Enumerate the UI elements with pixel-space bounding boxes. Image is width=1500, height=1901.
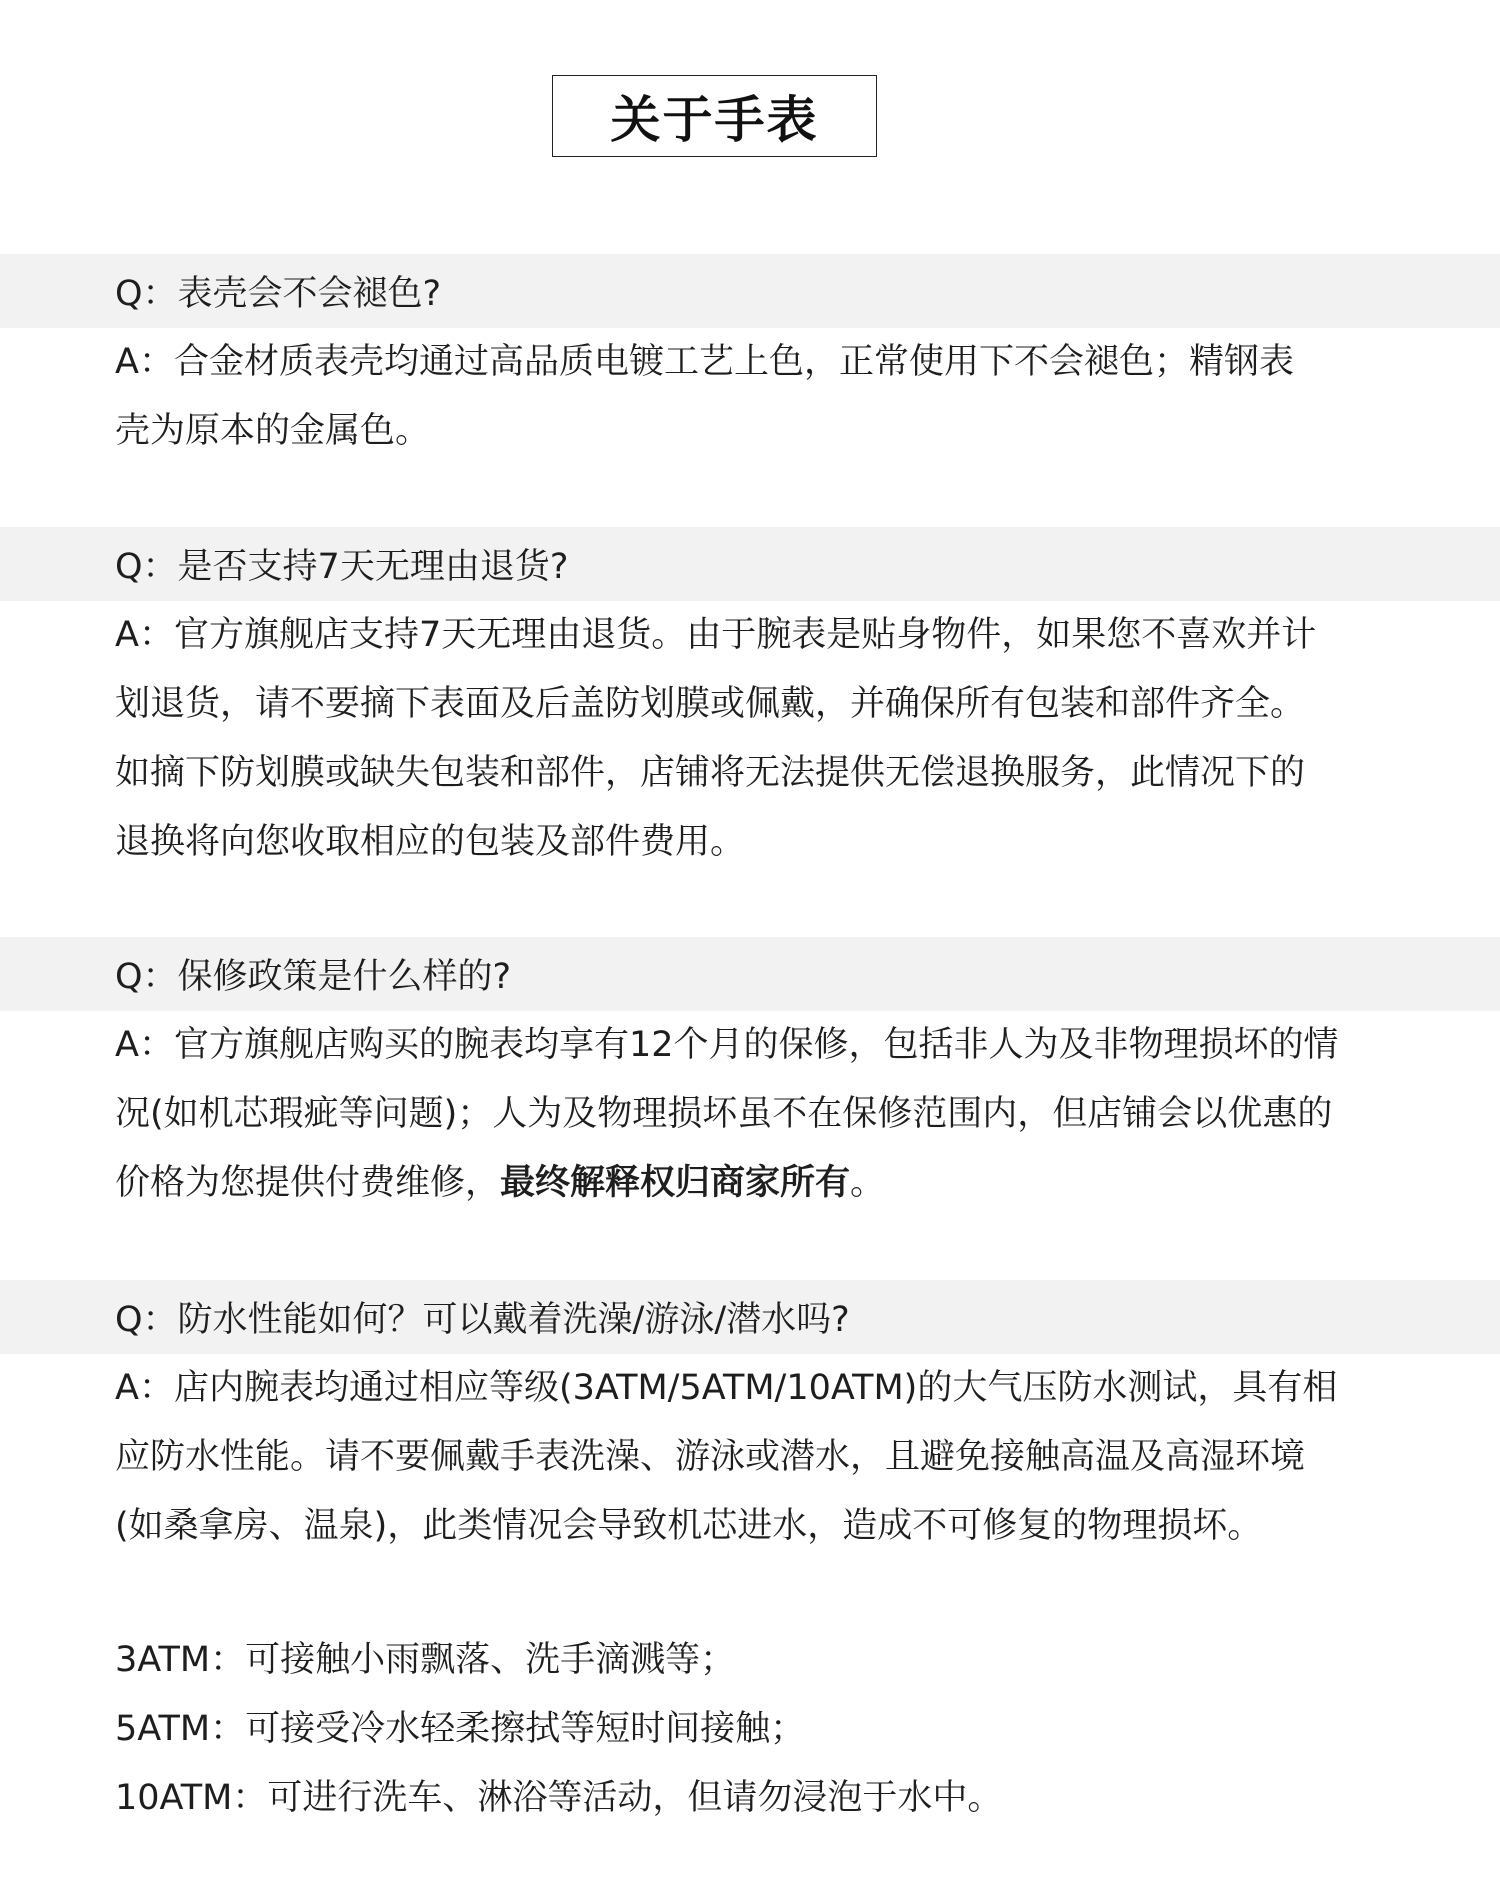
answer-line: 况(如机芯瑕疵等问题)；人为及物理损坏虽不在保修范围内，但店铺会以优惠的: [115, 1094, 1333, 1134]
answer-line: 应防水性能。请不要佩戴手表洗澡、游泳或潜水，且避免接触高温及高湿环境: [115, 1437, 1306, 1477]
faq-question: Q：防水性能如何？可以戴着洗澡/游泳/潜水吗?: [0, 1280, 1500, 1354]
answer-line: [115, 1149, 1420, 1218]
faq-question: Q：是否支持7天无理由退货?: [0, 527, 1500, 601]
answer-text: 价格为您提供付费维修，: [115, 1163, 501, 1203]
answer-line: 划退货，请不要摘下表面及后盖防划膜或佩戴，并确保所有包装和部件齐全。: [115, 684, 1306, 724]
answer-line: 壳为原本的金属色。: [115, 411, 431, 451]
level-5atm: 5ATM：可接受冷水轻柔擦拭等短时间接触；: [115, 1709, 806, 1749]
level-10atm: 10ATM：可进行洗车、淋浴等活动，但请勿浸泡于水中。: [115, 1778, 1003, 1818]
level-3atm: 3ATM：可接触小雨飘落、洗手滴溅等；: [115, 1640, 736, 1680]
faq-item-3: [0, 937, 1500, 1218]
answer-line: A：官方旗舰店支持7天无理由退货。由于腕表是贴身物件，如果您不喜欢并计: [115, 615, 1317, 655]
faq-question: Q：保修政策是什么样的?: [0, 937, 1500, 1011]
answer-line: A：店内腕表均通过相应等级(3ATM/5ATM/10ATM)的大气压防水测试，具有相: [115, 1368, 1338, 1408]
page-title: 关于手表: [552, 75, 877, 157]
water-resistance-levels: [115, 1626, 1002, 1833]
answer-text: 。: [850, 1163, 886, 1203]
faq-answer: [0, 601, 1500, 877]
faq-question: Q：表壳会不会褪色?: [0, 254, 1500, 328]
disclaimer-text: 最终解释权归商家所有: [500, 1163, 851, 1203]
faq-item-4: [0, 1280, 1500, 1561]
answer-line: (如桑拿房、温泉)，此类情况会导致机芯进水，造成不可修复的物理损坏。: [115, 1506, 1263, 1546]
faq-answer: [0, 1011, 1500, 1218]
answer-line: 退换将向您收取相应的包装及部件费用。: [115, 822, 746, 862]
answer-line: 如摘下防划膜或缺失包装和部件，店铺将无法提供无偿退换服务，此情况下的: [115, 753, 1306, 793]
faq-answer: [0, 1354, 1500, 1561]
faq-item-1: [0, 254, 1500, 466]
faq-answer: [0, 328, 1500, 466]
answer-line: A：官方旗舰店购买的腕表均享有12个月的保修，包括非人为及非物理损坏的情: [115, 1025, 1339, 1065]
answer-line: A：合金材质表壳均通过高品质电镀工艺上色，正常使用下不会褪色；精钢表: [115, 342, 1294, 382]
faq-item-2: [0, 527, 1500, 877]
